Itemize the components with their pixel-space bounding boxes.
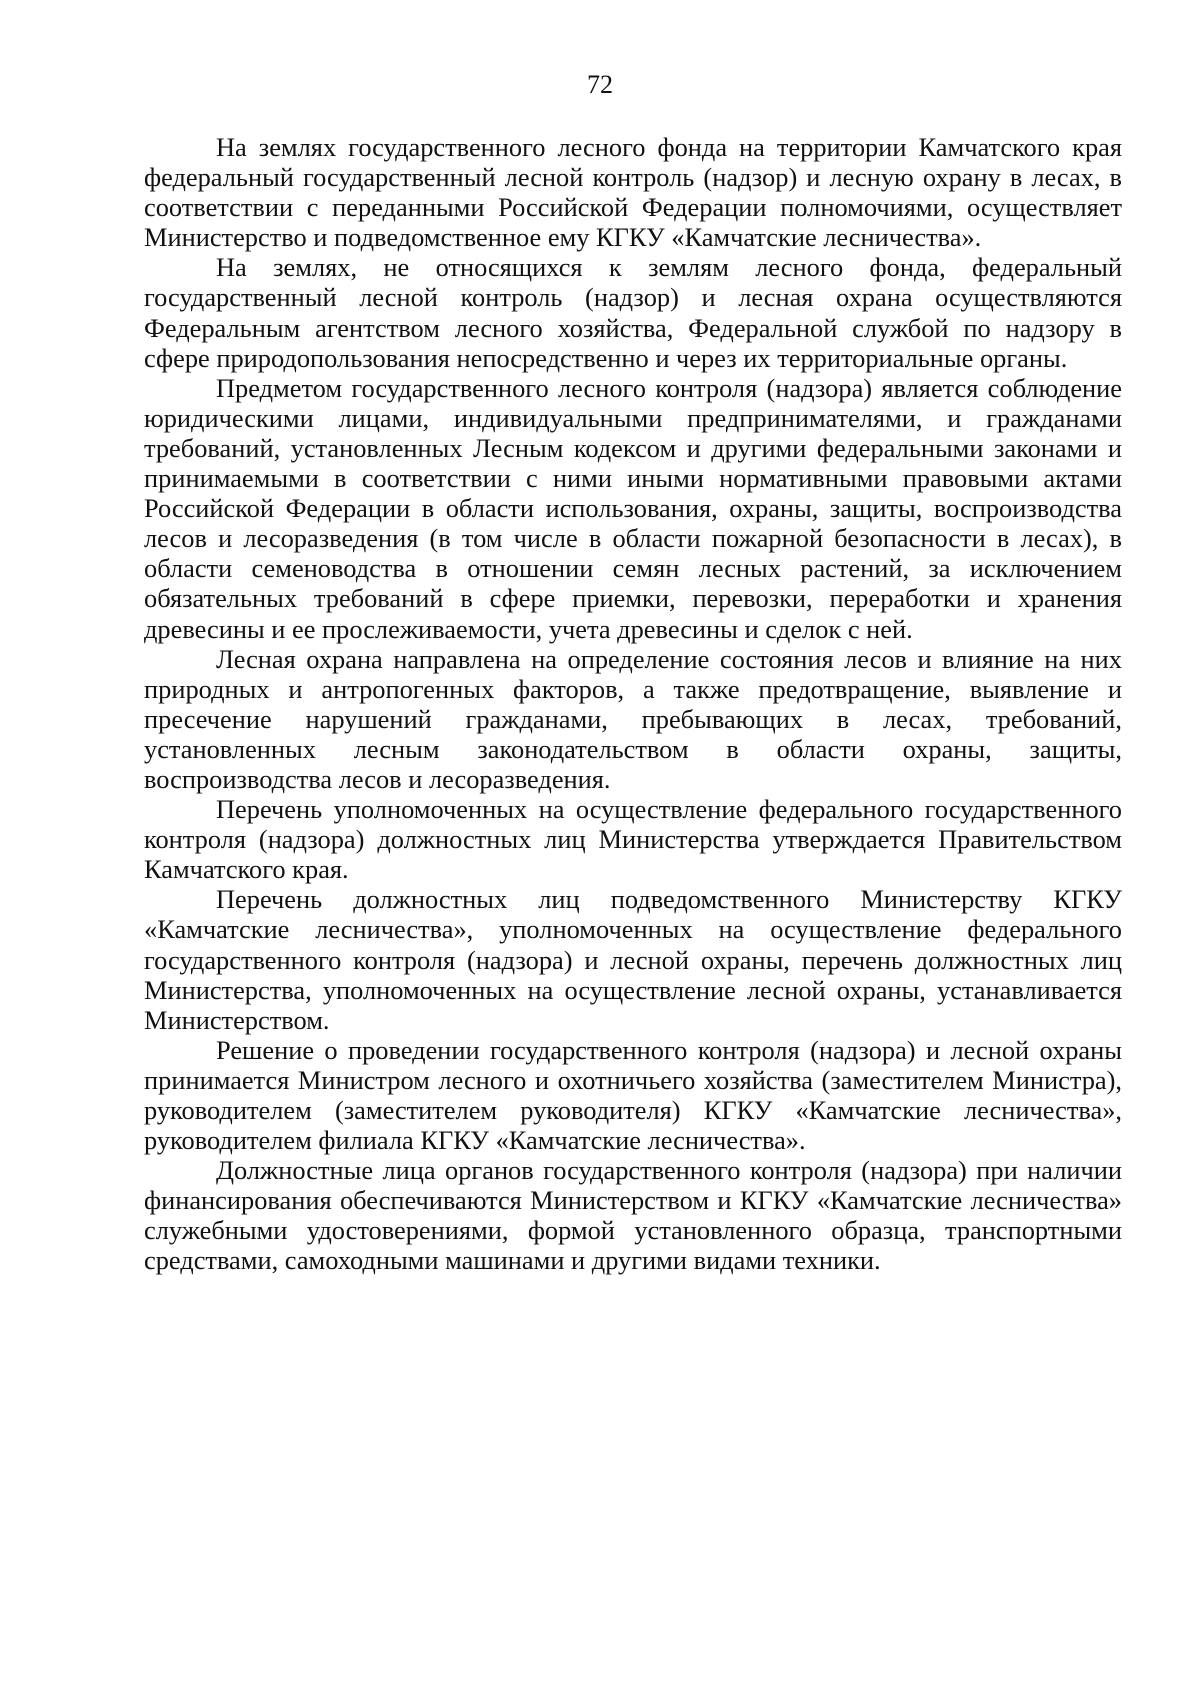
paragraph-5: Перечень уполномоченных на осуществление федерального государственного контроля (надзора) должностных лиц Министерства утверждается Правительством Камчатского края.	[144, 794, 1122, 885]
paragraph-1: На землях государственного лесного фонда на территории Камчатского края федеральный государственный лесной контроль (надзор) и лесную охрану в лесах, в соответствии с переданными Российской Федерации полномочиями, осуществляет Министерство и подведомственное ему КГКУ «Камчатские лесничества».	[144, 132, 1122, 253]
paragraph-7: Решение о проведении государственного контроля (надзора) и лесной охраны принимается Министром лесного и охотничьего хозяйства (заместителем Министра), руководителем (заместителем руководителя) КГКУ «Камчатские лесничества», руководителем филиала КГКУ «Камчатские лесничества».	[144, 1034, 1122, 1156]
paragraph-8: Должностные лица органов государственного контроля (надзора) при наличии финансирования обеспечиваются Министерством и КГКУ «Камчатские лесничества» служебными удостоверениями, формой установленного образца, транспортными средствами, самоходными машинами и другими видами техники.	[144, 1155, 1122, 1276]
page-number: 72	[587, 70, 613, 99]
paragraph-4: Лесная охрана направлена на определение состояния лесов и влияние на них природных и антропогенных факторов, а также предотвращение, выявление и пресечение нарушений гражданами, пребывающих в лесах, требований, установленных лесным законодательством в области охраны, защиты, воспроизводства лесов и лесоразведения.	[144, 643, 1122, 794]
paragraph-3: Предметом государственного лесного контроля (надзора) является соблюдение юридическими лицами, индивидуальными предпринимателями, и гражданами требований, установленных Лесным кодексом и другими федеральными законами и принимаемыми в соответствии с ними иными нормативными правовыми актами Российской Федерации в области использования, охраны, защиты, воспроизводства лесов и лесоразведения (в том числе в области пожарной безопасности в лесах), в области семеноводства в отношении семян лесных растений, за исключением обязательных требований в сфере приемки, перевозки, переработки и хранения древесины и ее прослеживаемости, учета древесины и сделок с ней.	[144, 372, 1122, 644]
document-body	[144, 132, 1122, 1276]
paragraph-2: На землях, не относящихся к землям лесного фонда, федеральный государственный лесной контроль (надзор) и лесная охрана осуществляются Федеральным агентством лесного хозяйства, Федеральной службой по надзору в сфере природопользования непосредственно и через их территориальные органы.	[144, 252, 1122, 373]
paragraph-6: Перечень должностных лиц подведомственного Министерству КГКУ «Камчатские лесничества», уполномоченных на осуществление федерального государственного контроля (надзора) и лесной охраны, перечень должностных лиц Министерства, уполномоченных на осуществление лесной охраны, устанавливается Министерством.	[144, 884, 1122, 1035]
